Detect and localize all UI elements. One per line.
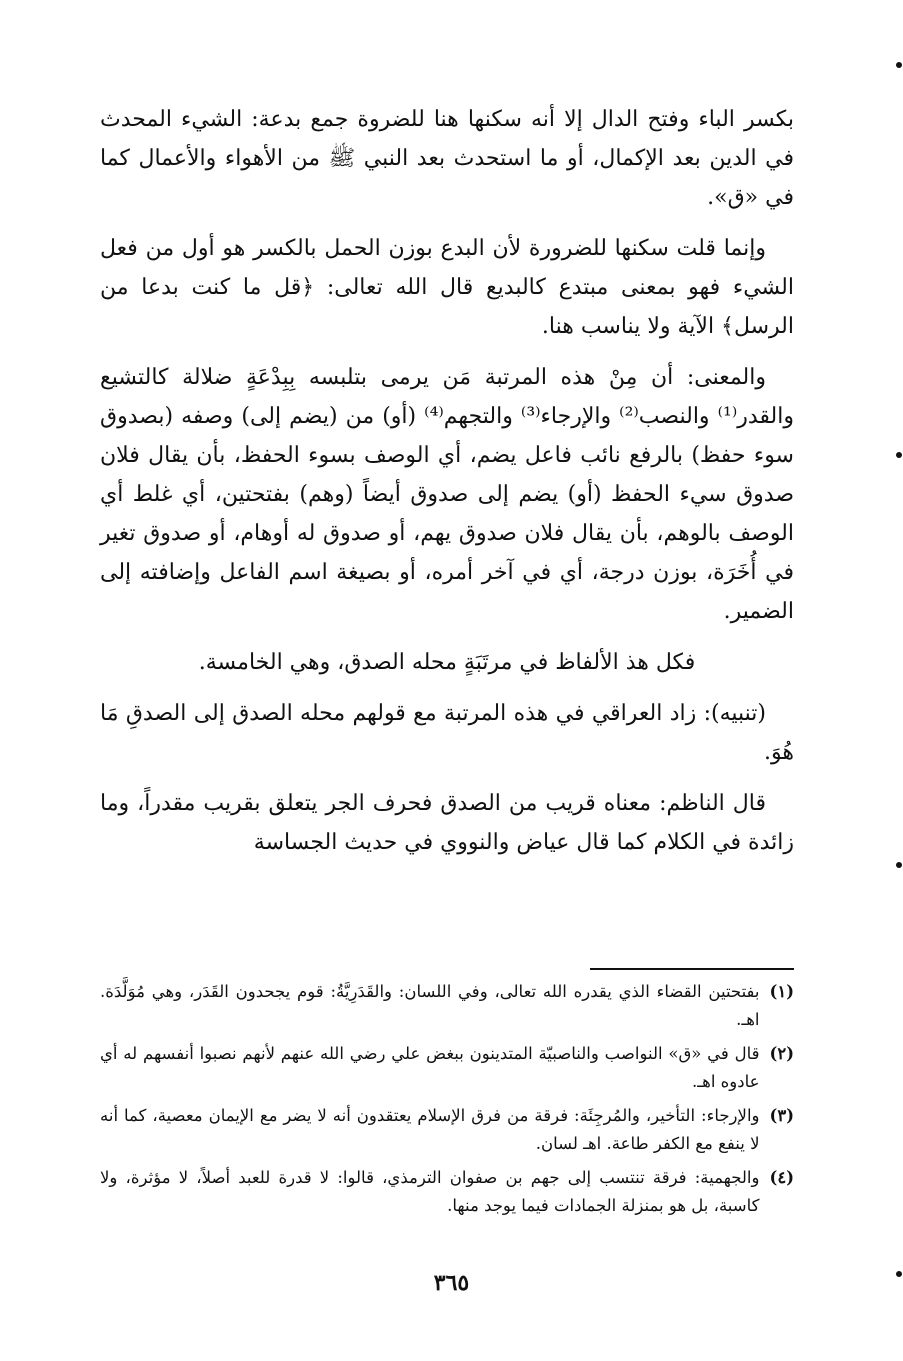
footnote xyxy=(100,1164,794,1220)
paragraph-5: (تنبيه): زاد العراقي في هذه المرتبة مع قولهم محله الصدق إلى الصدقِ مَا هُوَ. xyxy=(100,701,794,765)
margin-mark xyxy=(896,62,902,68)
margin-mark xyxy=(896,1271,902,1277)
margin-mark xyxy=(896,862,902,868)
footnote-number: (٣) xyxy=(769,1106,794,1125)
paragraph-1: بكسر الباء وفتح الدال إلا أنه سكنها هنا للضروة جمع بدعة: الشيء المحدث في الدين بعد الإكمال، أو ما استحدث بعد النبي ﷺ من الأهواء والأعمال كما في «ق». xyxy=(100,107,794,210)
page-number: ٣٦٥ xyxy=(433,1270,470,1296)
footnote xyxy=(100,1102,794,1158)
footnote-number: (٢) xyxy=(769,1044,794,1063)
footnote-text: والجهمية: فرقة تنتسب إلى جهم بن صفوان الترمذي، قالوا: لا قدرة للعبد أصلاً، لا مؤثرة، ولا كاسبة، بل هو بمنزلة الجمادات فيما يوجد منها. xyxy=(100,1168,760,1215)
footnotes xyxy=(100,978,794,1226)
main-text xyxy=(100,100,794,874)
footnote xyxy=(100,1040,794,1096)
footnote xyxy=(100,978,794,1034)
footnote-separator xyxy=(590,968,794,970)
paragraph-3: والمعنى: أن مِنْ هذه المرتبة مَن يرمى بتلبسه بِبِدْعَةٍ ضلالة كالتشيع والقدر⁽¹⁾ والنصب⁽²⁾ والإرجاء⁽³⁾ والتجهم⁽⁴⁾ (أو) من (يضم إلى) وصفه (بصدوق سوء حفظ) بالرفع نائب فاعل يضم، أي الوصف بسوء الحفظ، بأن يقال فلان صدوق سيء الحفظ (أو) يضم إلى صدوق أيضاً (وهم) بفتحتين، أي غلط أي الوصف بالوهم، بأن يقال فلان صدوق يهم، أو صدوق له أوهام، أو صدوق تغير في أُخَرَة، بوزن درجة، أي في آخر أمره، أو بصيغة اسم الفاعل وإضافته إلى الضمير. xyxy=(100,365,794,624)
footnote-text: قال في «ق» النواصب والناصبيّة المتدينون ببغض علي رضي الله عنهم لأنهم نصبوا أنفسهم له أي عادوه اهـ. xyxy=(100,1044,760,1091)
paragraph-4: فكل هذ الألفاظ في مرتَبَةٍ محله الصدق، وهي الخامسة. xyxy=(198,650,696,675)
footnote-number: (٤) xyxy=(769,1168,794,1187)
footnote-text: بفتحتين القضاء الذي يقدره الله تعالى، وفي اللسان: والقَدَرِيَّةُ: قوم يجحدون القَدَر، وهي مُوَلَّدَة. اهـ. xyxy=(100,982,760,1029)
footnote-text: والإرجاء: التأخير، والمُرجِئَة: فرقة من فرق الإسلام يعتقدون أنه لا يضر مع الإيمان معصية، كما أنه لا ينفع مع الكفر طاعة. اهـ لسان. xyxy=(100,1106,760,1153)
footnote-number: (١) xyxy=(769,982,794,1001)
paragraph-2: وإنما قلت سكنها للضرورة لأن البدع بوزن الحمل بالكسر هو أول من فعل الشيء فهو بمعنى مبتدع كالبديع قال الله تعالى: ﴿قل ما كنت بدعا من الرسل﴾ الآية ولا يناسب هنا. xyxy=(100,236,794,339)
margin-mark xyxy=(896,452,902,458)
paragraph-6: قال الناظم: معناه قريب من الصدق فحرف الجر يتعلق بقريب مقدراً، وما زائدة في الكلام كما قال عياض والنووي في حديث الجساسة xyxy=(100,791,794,855)
